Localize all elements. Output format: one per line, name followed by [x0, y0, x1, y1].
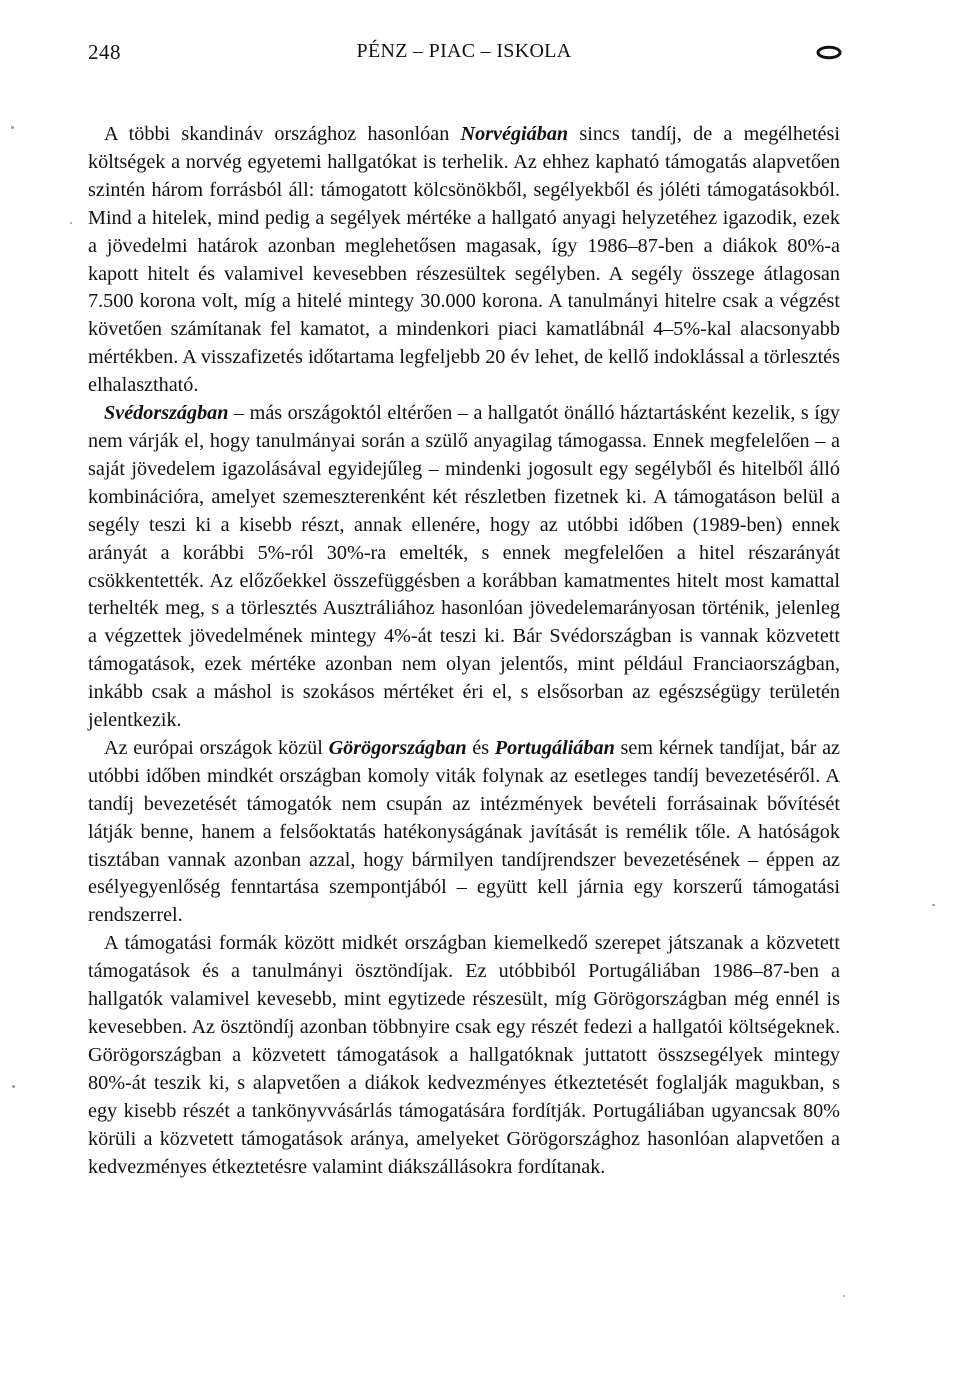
- emphasized-country-name: Svédországban: [104, 402, 229, 425]
- paragraph: [88, 400, 840, 735]
- paragraph-text: Az európai országok közül: [104, 736, 329, 759]
- paragraph-text: A többi skandináv országhoz hasonlóan: [104, 123, 461, 145]
- paragraph: [88, 121, 840, 400]
- page-number: 248: [88, 40, 121, 64]
- paragraph-text: sincs tandíj, de a megélhetési költségek a norvég egyetemi hallgatókat is terhelik. Az ehhez kapható támogatás alapvetően szintén három forrásból áll: támogatott kölcsönökből, segélyekből és jóléti támogatásokból. Mind a hitelek, mind pedig a segélyek mértéke a hallgató anyagi helyzetéhez igazodik, ezek a jövedelmi határok azonban meglehetősen magasak, így 1986–87-ben a diákok 80%-a kapott hitelt és valamivel kevesebben részesültek segélyben. A segély összege átlagosan 7.500 korona volt, míg a hitelé mintegy 30.000 korona. A tanulmányi hitelre csak a végzést követően számítanak fel kamatot, a mindenkori piaci kamatlábnál 4–5%-kal alacsonyabb mértékben. A visszafizetés időtartama legfeljebb 20 év lehet, de kellő indoklással a törlesztés elhalasztható.: [88, 123, 840, 397]
- paragraph-text: A támogatási formák között midkét országban kiemelkedő szerepet játszanak a közvetett támogatások és a tanulmányi ösztöndíjak. Ez utóbbiból Portugáliában 1986–87-ben a hallgatók valamivel kevesebb, mint egytizede részesült, míg Görögországban még ennél is kevesebben. Az ösztöndíj azonban többnyire csak egy részét fedezi a hallgatói költségeknek. Görögországban a közvetett támogatások a hallgatóknak juttatott összsegélyek mintegy 80%-át teszik ki, s alapvetően a diákok kedvezményes étkeztetését foglalják magukban, s egy kisebb részét a tankönyvvásárlás támogatására fordítják. Portugáliában ugyancsak 80% körüli a közvetett támogatások aránya, amelyeket Görögországhoz hasonlóan alapvetően a kedvezményes étkeztetésre valamint diákszállásokra fordítanak.: [88, 932, 840, 1178]
- paragraph: [88, 735, 840, 930]
- body-text: [88, 121, 840, 1181]
- scan-speck: [932, 904, 935, 906]
- paragraph-text: – más országoktól eltérően – a hallgatót önálló háztartásként kezelik, s így nem várják el, hogy tanulmányai során a szülő anyagilag támogassa. Ennek megfelelően – a saját jövedelem igazolásával egyidejűleg – mindenki jogosult egy segélyből és hitelből álló kombinációra, amelyet szemeszterenként két részletben fizetnek ki. A támogatáson belül a segély teszi ki a kisebb részt, annak ellenére, hogy az utóbbi időben (1989-ben) ennek arányát a korábbi 5%-ról 30%-ra emelték, s ennek megfelelően a hitel részarányát csökkentették. Az előzőekkel összefüggésben a korábban kamatmentes hitelt most kamattal terhelték meg, s a törlesztés Ausztráliához hasonlóan jövedelemarányosan történik, jelenleg a végzettek jövedelmének mintegy 4%-át teszi ki. Bár Svédországban is vannak közvetett támogatások, ezek mértéke azonban nem olyan jelentős, mint például Franciaországban, inkább csak a máshol is szokásos mértéket éri el, s elsősorban az egészségügy területén jelentkezik.: [88, 402, 840, 732]
- ellipse-ornament-icon: [816, 45, 842, 60]
- paragraph-text: sem kérnek tandíjat, bár az utóbbi időben mindkét országban komoly viták folynak az esetleges tandíj bevezetéséről. A tandíj bevezetését támogatók nem csupán az intézmények bevételi forrásainak bővítését látják benne, hanem a felsőoktatás hatékonyságának javítását is remélik tőle. A hatóságok tisztában vannak azonban azzal, hogy bármilyen tandíjrendszer bevezetésének – éppen az esélyegyenlőség fenntartása szempontjából – együtt kell járnia egy korszerű támogatási rendszerrel.: [88, 736, 840, 927]
- emphasized-country-name: Portugáliában: [494, 736, 615, 759]
- running-title: PÉNZ – PIAC – ISKOLA: [356, 40, 572, 62]
- page-header: [88, 40, 840, 70]
- emphasized-country-name: Görögországban: [328, 736, 467, 759]
- emphasized-country-name: Norvégiában: [460, 123, 569, 145]
- scan-speck: [12, 1085, 15, 1088]
- scan-speck: [11, 126, 14, 129]
- paragraph-text: és: [466, 736, 495, 759]
- paragraph: [88, 930, 840, 1181]
- scan-speck: [70, 222, 72, 224]
- scan-speck: [843, 1295, 845, 1297]
